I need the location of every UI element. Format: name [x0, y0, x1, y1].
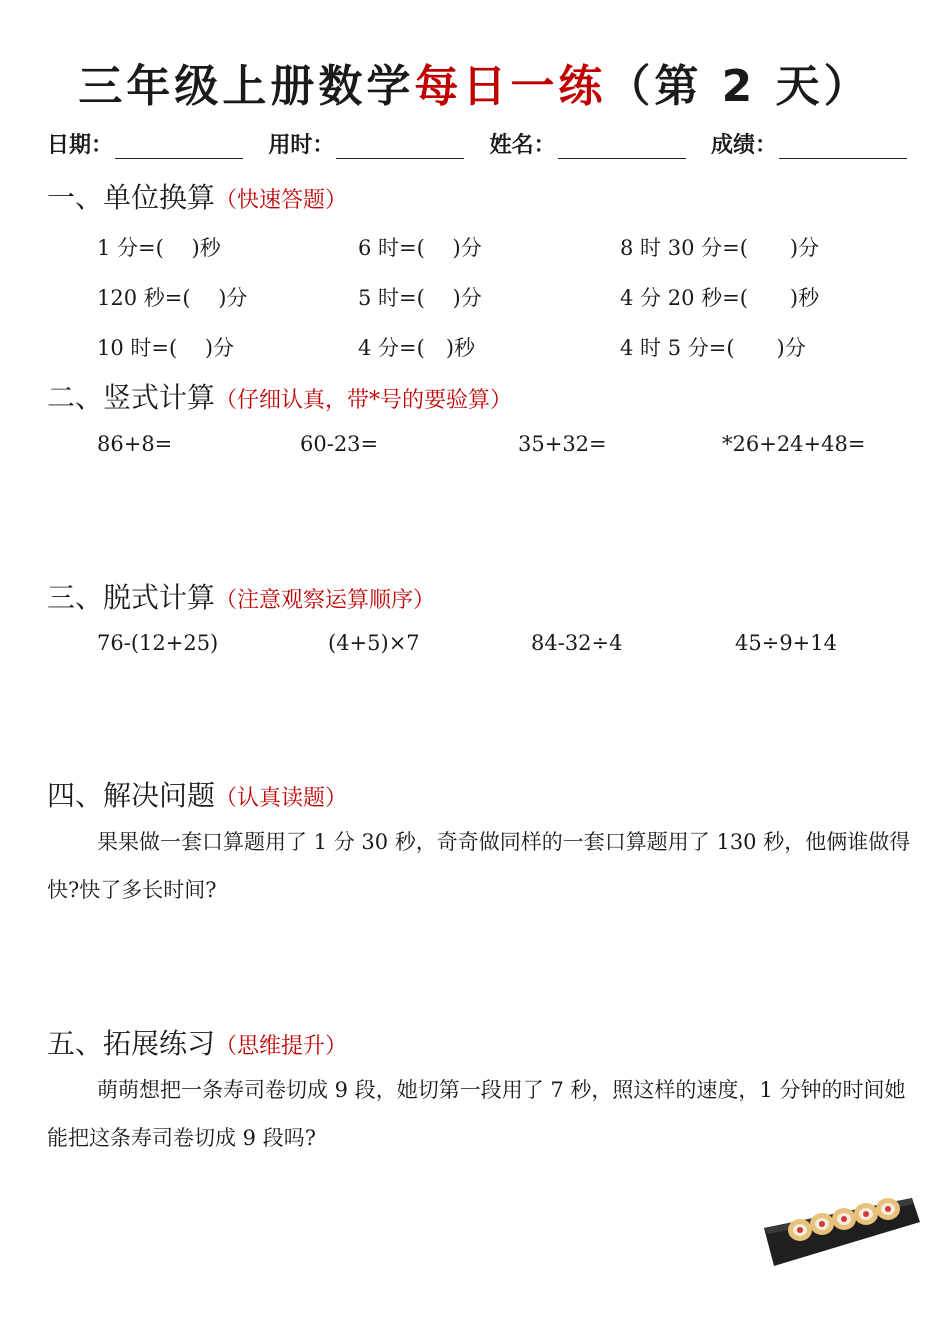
conversion-item: 8 时 30 分=( )分 [620, 236, 820, 260]
vertical-calc-item: *26+24+48= [722, 432, 866, 456]
name-blank[interactable] [558, 134, 686, 159]
section-5-heading [47, 1022, 347, 1062]
conversion-item: 6 时=( )分 [358, 236, 482, 260]
vertical-calc-item: 60-23= [300, 432, 379, 456]
section-1-title: 一、单位换算 [47, 181, 216, 214]
section-2-heading [47, 376, 512, 416]
vertical-calc-item: 86+8= [97, 432, 173, 456]
sushi-plate-icon [762, 1180, 922, 1270]
section-2-title: 二、竖式计算 [47, 381, 216, 414]
step-calc-item: 84-32÷4 [531, 631, 623, 655]
section-3-title: 三、脱式计算 [47, 581, 216, 614]
conversion-item: 1 分=( )秒 [97, 236, 221, 260]
score-field [711, 128, 907, 159]
score-blank[interactable] [779, 134, 907, 159]
name-field [490, 128, 686, 159]
title-grade: 三年级上册数学 [78, 61, 415, 112]
section-1-heading [47, 176, 347, 216]
time-used-field [268, 128, 464, 159]
vertical-calc-item: 35+32= [518, 432, 607, 456]
section-4-hint: （认真读题） [215, 786, 348, 811]
step-calc-item: (4+5)×7 [328, 631, 420, 655]
title-day: （第 2 天） [606, 61, 872, 112]
conversion-item: 5 时=( )分 [358, 286, 482, 310]
conversion-item: 4 分=( )秒 [358, 336, 476, 360]
extension-problem-text: 萌萌想把一条寿司卷切成 9 段，她切第一段用了 7 秒，照这样的速度，1 分钟的时间她能把这条寿司卷切成 9 段吗? [47, 1078, 906, 1150]
section-4-heading [47, 774, 347, 814]
score-label: 成绩： [710, 133, 777, 158]
section-5-hint: （思维提升） [215, 1034, 348, 1059]
page-title [0, 50, 950, 114]
section-2-hint: （仔细认真，带*号的要验算） [215, 388, 513, 413]
section-5-title: 五、拓展练习 [47, 1027, 216, 1060]
section-3-hint: （注意观察运算顺序） [215, 588, 436, 613]
conversion-item: 4 分 20 秒=( )秒 [620, 286, 820, 310]
date-label: 日期： [47, 133, 114, 158]
conversion-item: 120 秒=( )分 [97, 286, 248, 310]
title-daily: 每日一练 [414, 61, 607, 112]
step-calc-item: 45÷9+14 [735, 631, 837, 655]
time-used-blank[interactable] [336, 134, 464, 159]
date-blank[interactable] [115, 134, 243, 159]
info-row [47, 128, 907, 159]
section-3-heading [47, 576, 435, 616]
conversion-item: 10 时=( )分 [97, 336, 235, 360]
word-problem-text: 果果做一套口算题用了 1 分 30 秒，奇奇做同样的一套口算题用了 130 秒，他俩谁做得快?快了多长时间? [47, 830, 911, 902]
name-label: 姓名： [489, 133, 556, 158]
step-calc-item: 76-(12+25) [97, 631, 219, 655]
date-field [47, 128, 243, 159]
conversion-item: 4 时 5 分=( )分 [620, 336, 806, 360]
section-4-title: 四、解决问题 [47, 779, 216, 812]
time-used-label: 用时： [268, 133, 335, 158]
section-1-hint: （快速答题） [215, 188, 348, 213]
